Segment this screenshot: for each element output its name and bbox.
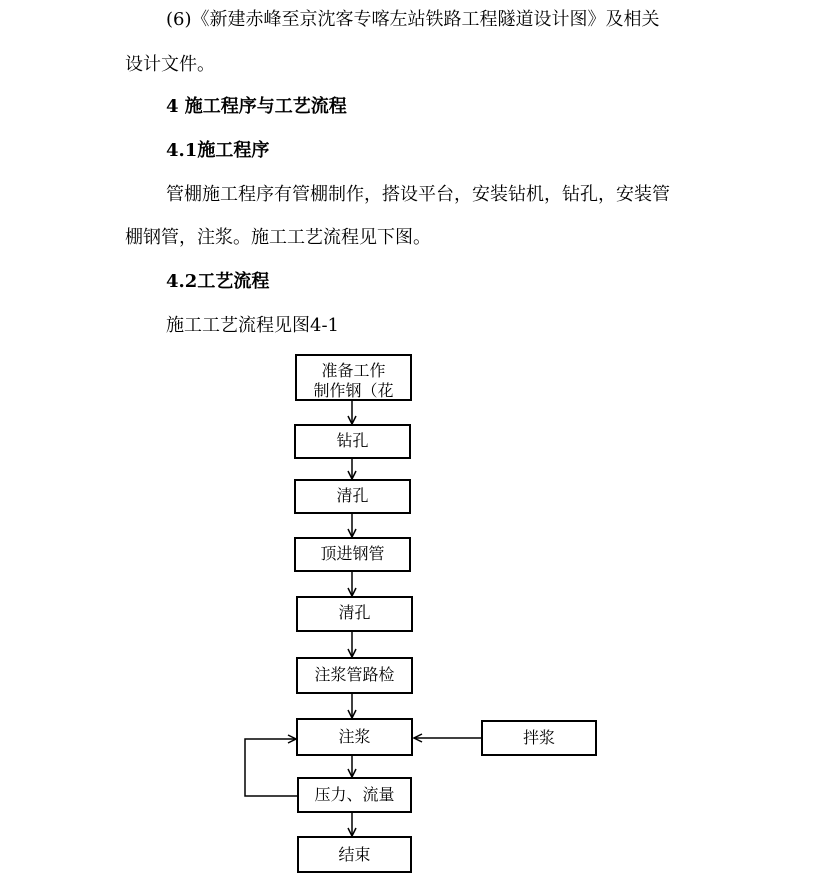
flow-step-preparation-line2: 制作钢（花 <box>313 381 394 400</box>
flow-step-hole-cleaning-2: 清孔 <box>296 596 413 632</box>
flow-step-end: 结束 <box>297 836 412 873</box>
procedure-paragraph-line2: 棚钢管，注浆。施工工艺流程见下图。 <box>125 227 431 248</box>
feedback-loop-arrow <box>245 739 297 796</box>
section-heading-4: 4 施工程序与工艺流程 <box>166 96 347 117</box>
reference-item-6-line1: (6)《新建赤峰至京沈客专喀左站铁路工程隧道设计图》及相关 <box>166 9 660 30</box>
flow-step-pressure-flow: 压力、流量 <box>297 777 412 813</box>
flow-step-grouting: 注浆 <box>296 718 413 756</box>
flow-step-grout-mixing: 拌浆 <box>481 720 597 756</box>
procedure-paragraph-line1: 管棚施工程序有管棚制作，搭设平台，安装钻机，钻孔，安装管 <box>166 184 670 205</box>
flow-step-hole-cleaning-1: 清孔 <box>294 479 411 514</box>
flow-step-drilling: 钻孔 <box>294 424 411 459</box>
flow-step-grout-line-check: 注浆管路检 <box>296 657 413 694</box>
section-heading-4-2: 4.2工艺流程 <box>166 271 270 292</box>
reference-item-6-line2: 设计文件。 <box>125 54 215 75</box>
flow-step-preparation-line1: 准备工作 <box>321 361 386 380</box>
flow-step-preparation <box>295 354 412 401</box>
flow-intro-text: 施工工艺流程见图4-1 <box>166 315 339 336</box>
section-heading-4-1: 4.1施工程序 <box>166 140 270 161</box>
flow-step-pipe-jacking: 顶进钢管 <box>294 537 411 572</box>
